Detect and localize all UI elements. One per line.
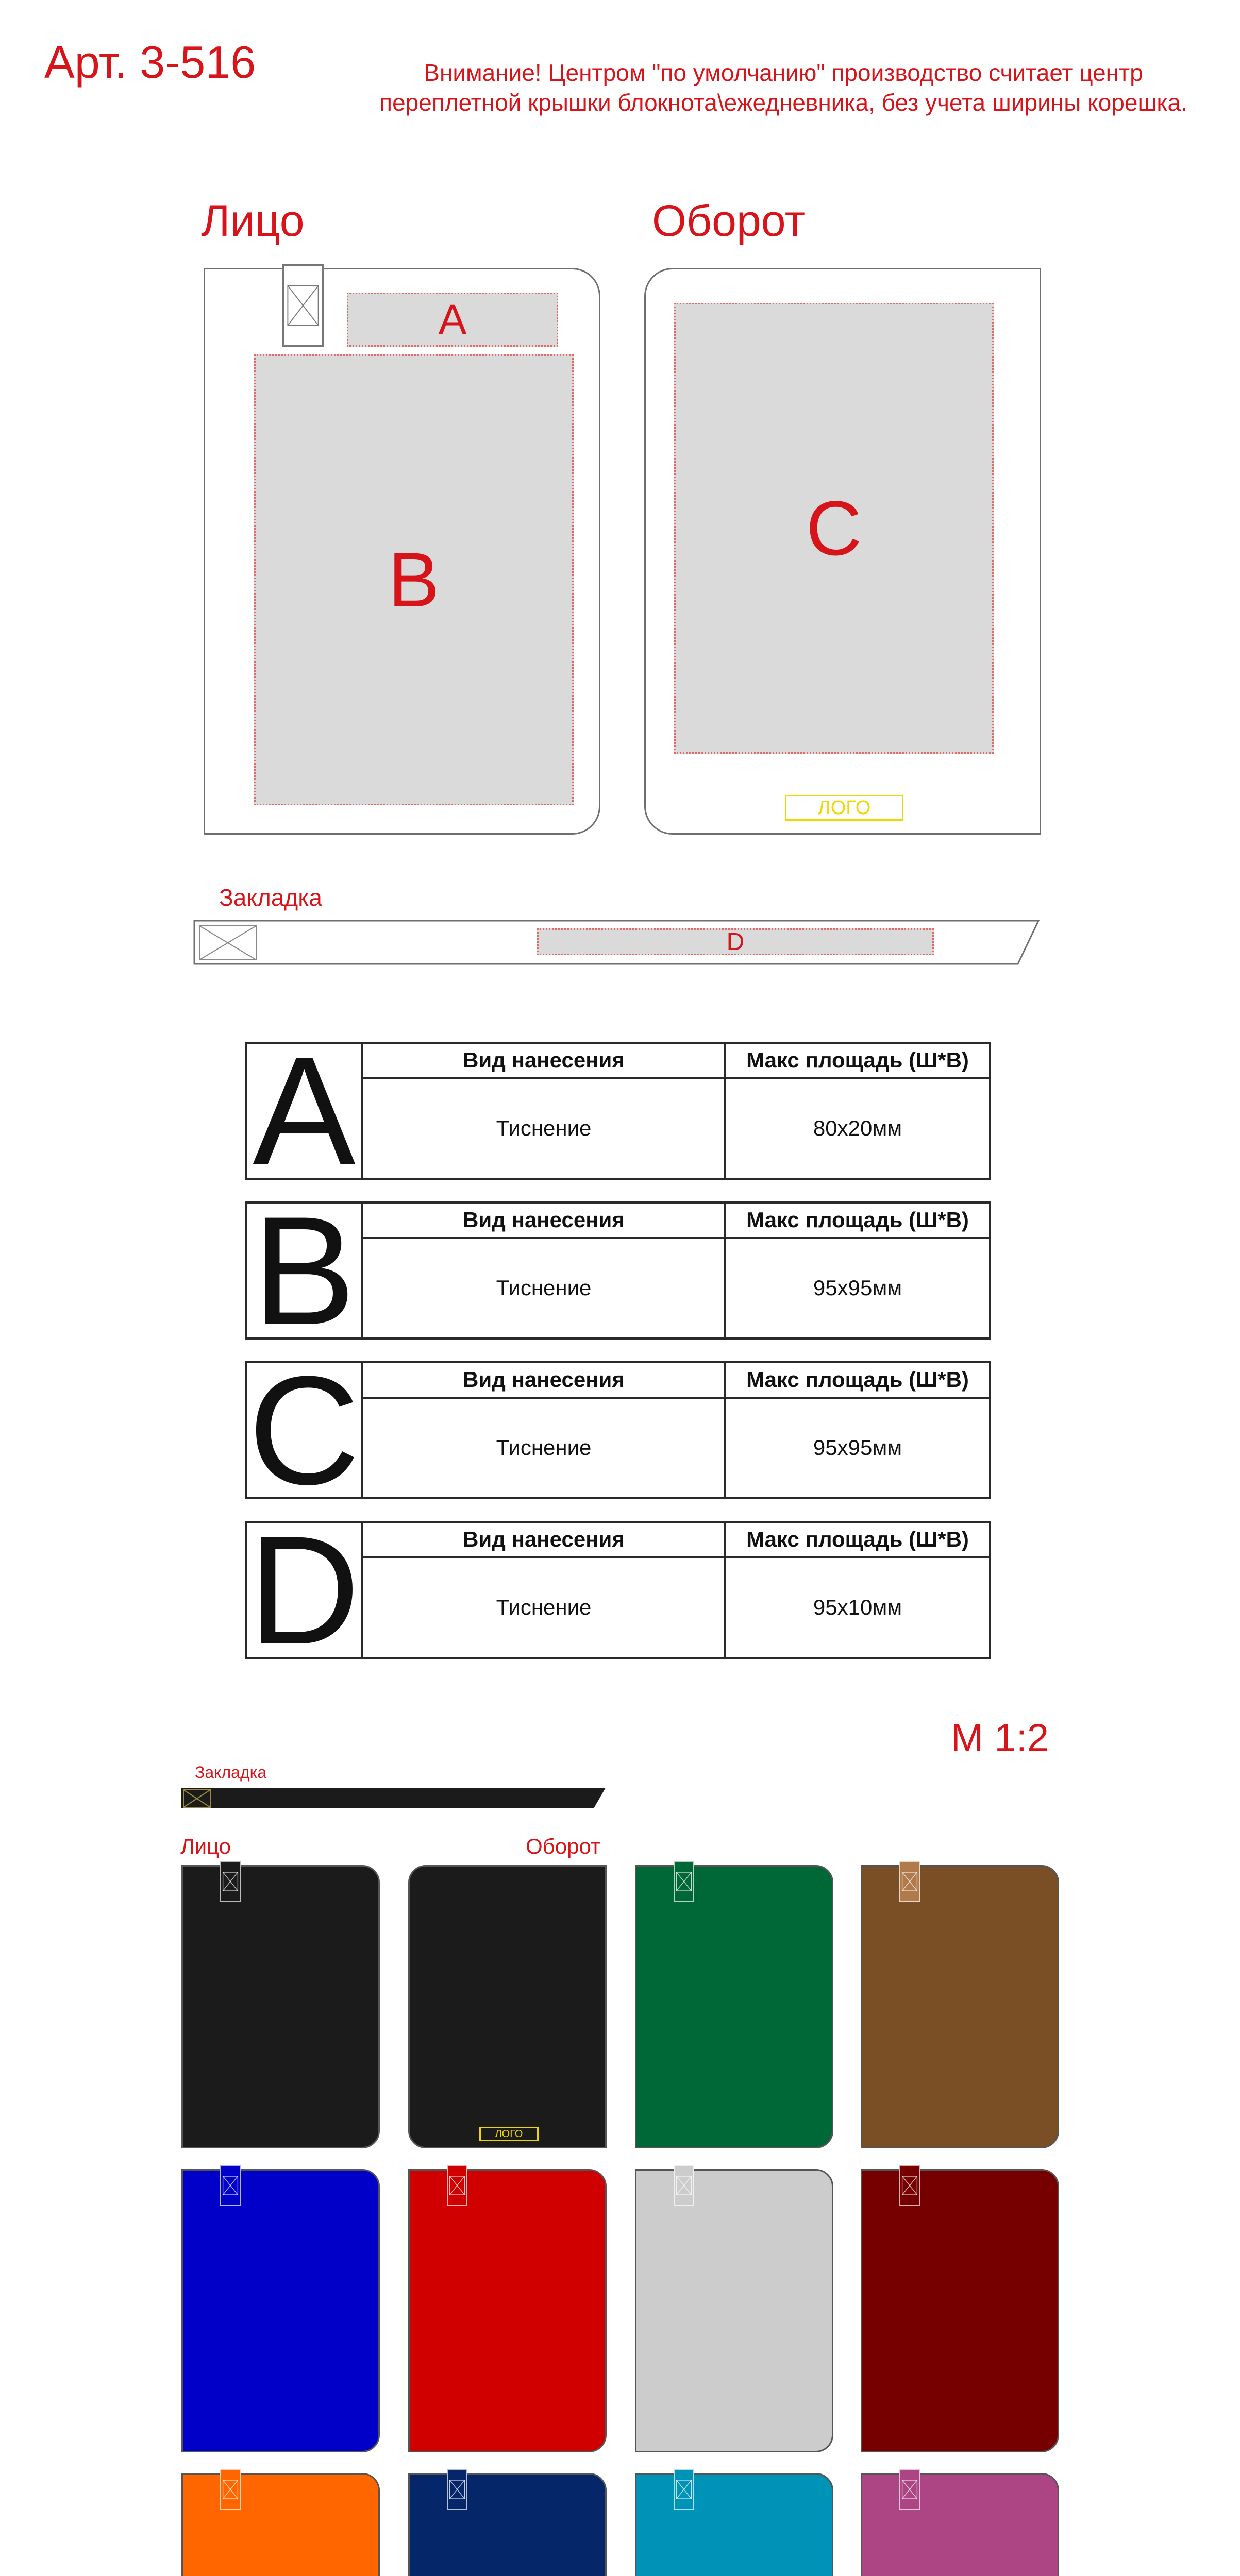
small-bookmark	[181, 1788, 607, 1809]
elastic-tab	[282, 264, 324, 347]
back-cover	[644, 268, 1041, 835]
method-header: Вид нанесения	[362, 1362, 725, 1398]
scale-label: М 1:2	[951, 1716, 1049, 1760]
bookmark-label: Закладка	[219, 884, 322, 911]
spec-table-a	[245, 1024, 991, 1197]
swatch-tab-icon	[220, 2469, 241, 2510]
color-swatch	[181, 1865, 380, 2148]
color-swatch	[635, 2169, 833, 2452]
zone-a: A	[347, 293, 558, 347]
small-back-label: Оборот	[526, 1834, 601, 1858]
back-label: Оборот	[652, 196, 806, 246]
spec-letter: B	[246, 1202, 362, 1338]
color-swatch	[861, 2169, 1059, 2452]
swatch-tab-icon	[220, 2165, 241, 2206]
swatch-tab-icon	[447, 2165, 467, 2206]
method-value: Тиснение	[362, 1078, 725, 1179]
swatch-tab-icon	[674, 2165, 694, 2206]
zone-c: C	[674, 303, 994, 754]
front-label: Лицо	[201, 196, 305, 246]
logo-placeholder: ЛОГО	[785, 795, 903, 821]
method-header: Вид нанесения	[362, 1522, 725, 1557]
spec-letter: A	[246, 1043, 362, 1179]
color-swatch	[635, 1865, 833, 2148]
notice-line-1: Внимание! Центром "по умолчанию" производство считает центр	[424, 59, 1143, 86]
spec-table-b	[245, 1184, 991, 1357]
small-bookmark-label: Закладка	[195, 1763, 267, 1782]
area-header: Макс площадь (Ш*В)	[725, 1362, 990, 1398]
notice-text	[330, 58, 1237, 117]
front-cover	[204, 268, 600, 835]
area-header: Макс площадь (Ш*В)	[725, 1522, 990, 1557]
area-value: 95x10мм	[725, 1557, 990, 1658]
color-swatch	[408, 1865, 607, 2148]
area-value: 80x20мм	[725, 1078, 990, 1179]
small-logo-placeholder: ЛОГО	[479, 2127, 539, 2141]
color-swatch	[635, 2473, 833, 2576]
area-value: 95x95мм	[725, 1238, 990, 1338]
swatch-tab-icon	[447, 2469, 467, 2510]
tab-cross-icon	[284, 266, 322, 345]
color-swatch	[408, 2473, 607, 2576]
area-header: Макс площадь (Ш*В)	[725, 1202, 990, 1238]
zone-d: D	[537, 928, 934, 955]
area-value: 95x95мм	[725, 1398, 990, 1498]
method-header: Вид нанесения	[362, 1202, 725, 1238]
article-number: Арт. 3-516	[44, 37, 256, 88]
color-swatch	[181, 2473, 380, 2576]
small-front-label: Лицо	[180, 1834, 231, 1858]
method-value: Тиснение	[362, 1238, 725, 1338]
color-swatch	[861, 1865, 1059, 2148]
method-value: Тиснение	[362, 1557, 725, 1658]
swatch-tab-icon	[899, 1861, 920, 1902]
spec-table-c	[245, 1344, 991, 1517]
swatch-tab-icon	[220, 1861, 241, 1902]
color-swatch	[861, 2473, 1059, 2576]
swatch-tab-icon	[674, 1861, 694, 1902]
notice-line-2: переплетной крышки блокнота\ежедневника, без учета ширины корешка.	[379, 89, 1187, 116]
spec-letter: D	[246, 1522, 362, 1658]
swatch-tab-icon	[899, 2165, 920, 2206]
method-value: Тиснение	[362, 1398, 725, 1498]
area-header: Макс площадь (Ш*В)	[725, 1043, 990, 1078]
spec-letter: C	[246, 1362, 362, 1498]
zone-b: B	[254, 354, 574, 805]
spec-table-d	[245, 1503, 991, 1676]
color-swatch	[408, 2169, 607, 2452]
swatch-tab-icon	[674, 2469, 694, 2510]
method-header: Вид нанесения	[362, 1043, 725, 1078]
color-swatch	[181, 2169, 380, 2452]
swatch-tab-icon	[899, 2469, 920, 2510]
